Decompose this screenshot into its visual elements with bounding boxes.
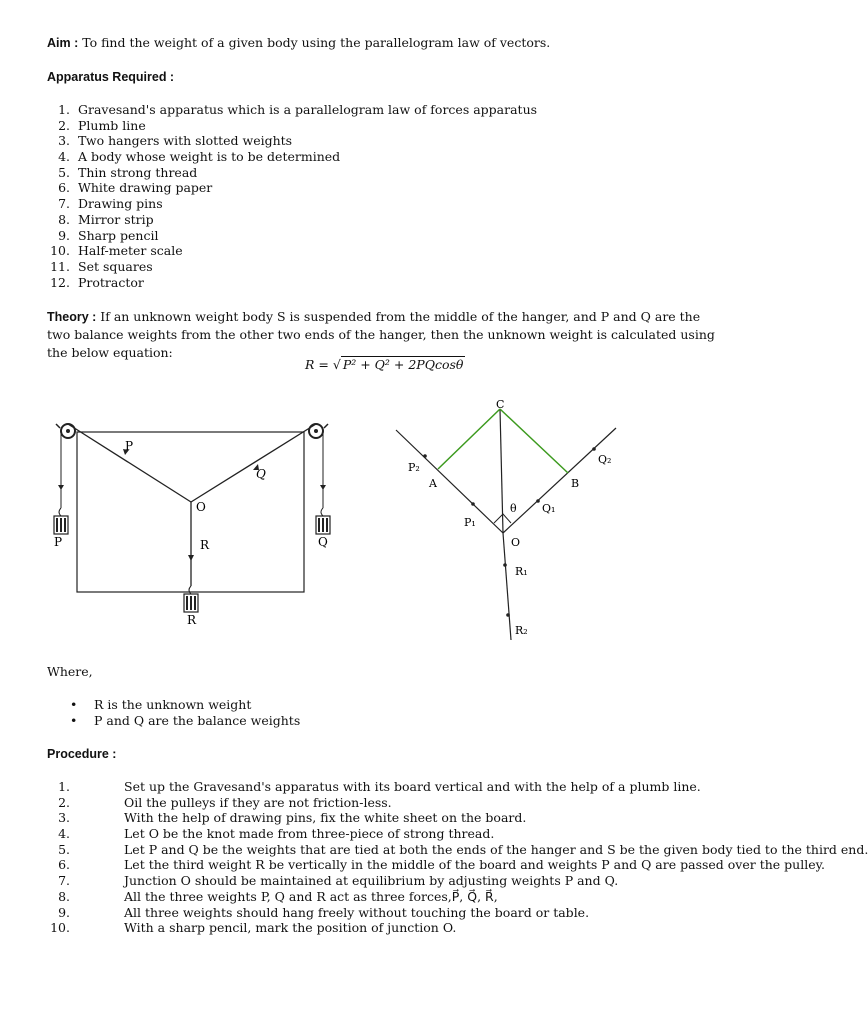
label-Q-weight: Q [318,535,328,549]
list-item-text: Let the third weight R be vertically in the middle of the board and weights P and Q are passed over the pulley. [124,857,825,873]
label-Q1: Q₁ [542,502,556,515]
list-number: 8. [58,211,70,227]
list-item-text: Sharp pencil [78,227,159,243]
label-R1: R₁ [515,565,528,578]
formula [305,357,465,372]
list-item-text: Set squares [78,258,153,274]
label-theta: θ [510,502,517,515]
list-item-text: Oil the pulleys if they are not friction-less. [124,794,392,810]
formula-lhs: R = [305,357,333,372]
label-B: B [571,477,580,490]
label-P2: P₂ [408,461,420,474]
list-item-text: Drawing pins [78,196,163,212]
aim-label: Aim : [47,36,79,50]
label-R-weight: R [187,613,197,627]
label-P-arrow: P [125,439,134,453]
label-R2: R₂ [515,624,528,637]
list-number: 5. [58,164,70,180]
list-item-text: Half-meter scale [78,243,183,259]
label-R-arrow: R [200,538,210,552]
list-number: 5. [58,841,70,857]
where-list [70,697,300,728]
label-O-right: O [511,536,521,549]
list-number: 8. [58,888,70,904]
list-item-text: White drawing paper [78,180,213,196]
list-number: 6. [58,180,70,196]
label-C: C [496,398,505,411]
list-number: 9. [58,227,70,243]
label-P1: P₁ [464,516,476,529]
list-number: 7. [58,873,70,889]
list-number: 1. [58,102,70,117]
list-number: 4. [58,826,70,842]
where-item: • R is the unknown weight [70,697,300,713]
label-Q2: Q₂ [598,453,612,466]
list-item-text: All the three weights P, Q and R act as three forces,P⃗, Q⃗, R⃗, [124,888,498,904]
label-O: O [196,500,206,514]
list-item-text: Junction O should be maintained at equilibrium by adjusting weights P and Q. [124,873,619,889]
list-number: 10. [50,243,70,259]
label-Q-arrow: Q [256,467,266,481]
weight-Q [316,516,330,534]
label-A: A [429,477,437,490]
list-item-text: Plumb line [78,117,146,133]
list-number: 3. [58,810,70,826]
aim-line [47,35,550,50]
weight-R [184,594,198,612]
list-item-text: With the help of drawing pins, fix the white sheet on the board. [124,810,527,826]
list-number: 11. [50,258,70,274]
procedure-heading: Procedure : [47,747,117,761]
list-number: 7. [58,196,70,212]
list-item-text: Let O be the knot made from three-piece of strong thread. [124,826,495,842]
formula-radicand: P² + Q² + 2PQcosθ [342,357,464,372]
where-label: Where, [47,664,93,679]
list-item-text: Let P and Q be the weights that are tied at both the ends of the hanger and S be the given body tied to the third end. [124,841,868,857]
list-item-text: Mirror strip [78,211,154,227]
theory-label: Theory : [47,310,97,324]
list-number: 4. [58,149,70,165]
list-item-text: All three weights should hang freely without touching the board or table. [124,904,590,920]
list-item-text: Set up the Gravesand's apparatus with its board vertical and with the help of a plumb line. [124,779,701,794]
apparatus-figure [40,398,340,638]
list-item-text: With a sharp pencil, mark the position of junction O. [124,920,457,936]
apparatus-heading: Apparatus Required : [47,70,175,84]
list-item-text: Gravesand's apparatus which is a parallelogram law of forces apparatus [78,102,538,117]
list-number: 2. [58,117,70,133]
list-number: 12. [50,274,70,290]
list-number: 1. [58,779,70,794]
theory-paragraph [47,308,727,362]
weight-P [54,516,68,534]
list-item-text: Two hangers with slotted weights [78,133,293,149]
theory-text: If an unknown weight body S is suspended from the middle of the hanger, and P and Q are the two balance weights from the other two ends of the hanger, then the unknown weight is calculated using the below equation: [47,309,715,360]
label-P-weight: P [54,535,63,549]
list-number: 10. [50,920,70,936]
list-number: 3. [58,133,70,149]
list-number: 2. [58,794,70,810]
sqrt-symbol: √ [332,357,341,372]
aim-text: To find the weight of a given body using the parallelogram law of vectors. [78,35,551,50]
where-item: • P and Q are the balance weights [70,713,300,729]
list-item-text: Protractor [78,274,144,290]
list-number: 9. [58,904,70,920]
list-item-text: Thin strong thread [78,164,198,180]
list-number: 6. [58,857,70,873]
parallelogram-figure [380,395,640,645]
list-item-text: A body whose weight is to be determined [78,149,341,165]
